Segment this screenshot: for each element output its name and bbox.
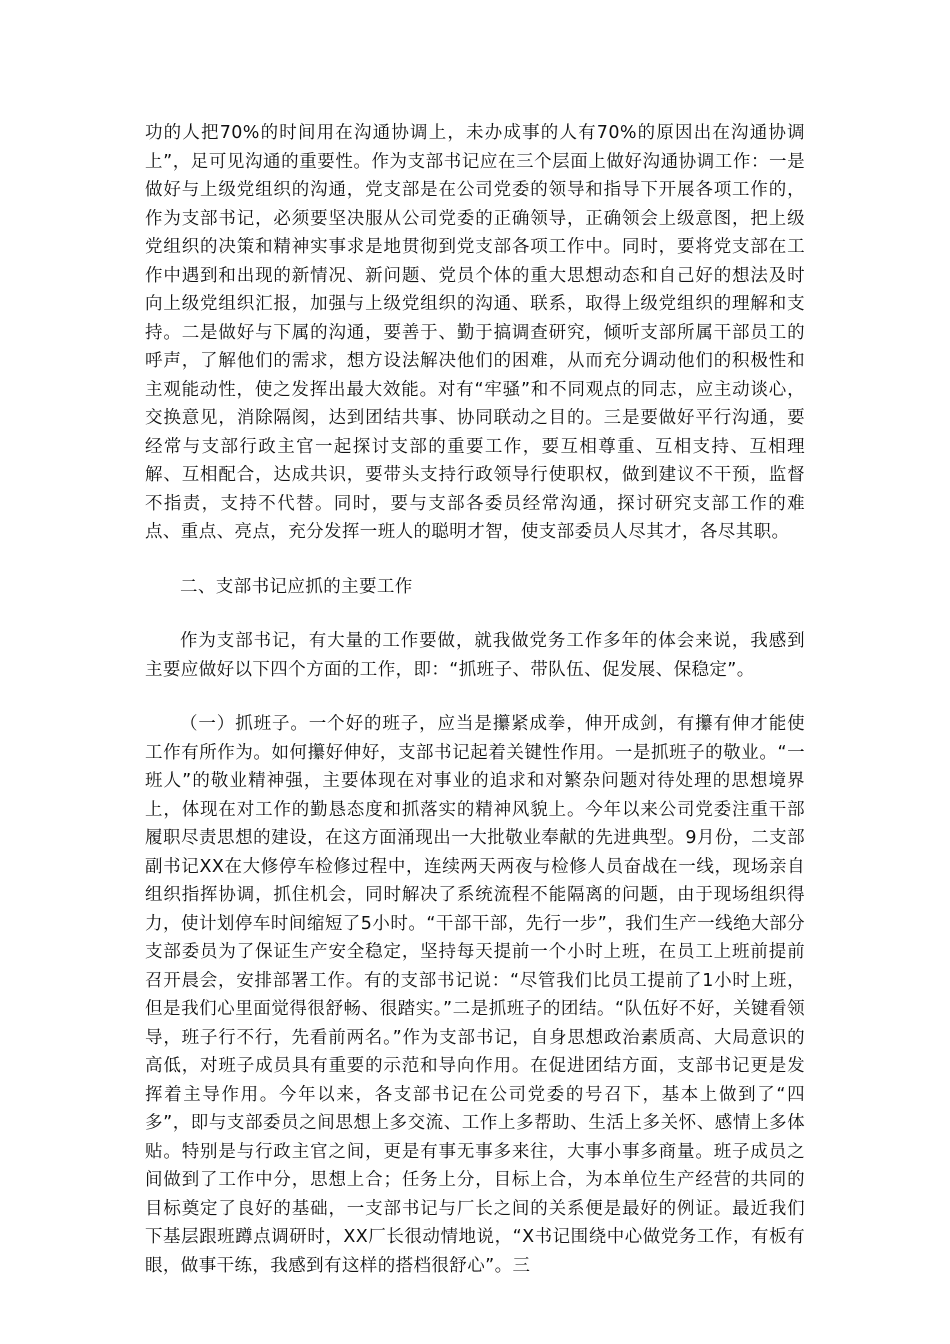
paragraph-communication: 功的人把70%的时间用在沟通协调上，未办成事的人有70%的原因出在沟通协调上”，足可见沟通的重要性。作为支部书记应在三个层面上做好沟通协调工作：一是做好与上级党组织的沟通，党支部是在公司党委的领导和指导下开展各项工作的，作为支部书记，必须要坚决服从公司党委的正确领导，正确领会上级意图，把上级党组织的决策和精神实事求是地贯彻到党支部各项工作中。同时，要将党支部在工作中遇到和出现的新情况、新问题、党员个体的重大思想动态和自己好的想法及时向上级党组织汇报，加强与上级党组织的沟通、联系，取得上级党组织的理解和支持。二是做好与下属的沟通，要善于、勤于搞调查研究，倾听支部所属干部员工的呼声，了解他们的需求，想方设法解决他们的困难，从而充分调动他们的积极性和主观能动性，使之发挥出最大效能。对有“牢骚”和不同观点的同志，应主动谈心，交换意见，消除隔阂，达到团结共事、协同联动之目的。三是要做好平行沟通，要经常与支部行政主官一起探讨支部的重要工作，要互相尊重、互相支持、互相理解、互相配合，达成共识，要带头支持行政领导行使职权，做到建议不干预，监督不指责，支持不代替。同时，要与支部各委员经常沟通，探讨研究支部工作的难点、重点、亮点，充分发挥一班人的聪明才智，使支部委员人尽其才，各尽其职。 [145, 123, 805, 542]
paragraph-intro: 作为支部书记，有大量的工作要做，就我做党务工作多年的体会来说，我感到主要应做好以下四个方面的工作，即：“抓班子、带队伍、促发展、保稳定”。 [145, 631, 805, 680]
section-heading: 二、支部书记应抓的主要工作 [180, 576, 413, 597]
document-body [145, 119, 805, 1280]
paragraph-team: （一）抓班子。一个好的班子，应当是攥紧成拳，伸开成剑，有攥有伸才能使工作有所作为。如何攥好伸好，支部书记起着关键性作用。一是抓班子的敬业。“一班人”的敬业精神强，主要体现在对事业的追求和对繁杂问题对待处理的思想境界上，体现在对工作的勤恳态度和抓落实的精神风貌上。今年以来公司党委注重干部履职尽责思想的建设，在这方面涌现出一大批敬业奉献的先进典型。9月份，二支部副书记XX在大修停车检修过程中，连续两天两夜与检修人员奋战在一线，现场亲自组织指挥协调，抓住机会，同时解决了系统流程不能隔离的问题，由于现场组织得力，使计划停车时间缩短了5小时。“干部干部，先行一步”，我们生产一线绝大部分支部委员为了保证生产安全稳定，坚持每天提前一个小时上班，在员工上班前提前召开晨会，安排部署工作。有的支部书记说：“尽管我们比员工提前了1小时上班，但是我们心里面觉得很舒畅、很踏实。”二是抓班子的团结。“队伍好不好，关键看领导，班子行不行，先看前两名。”作为支部书记，自身思想政治素质高、大局意识的高低，对班子成员具有重要的示范和导向作用。在促进团结方面，支部书记更是发挥着主导作用。今年以来，各支部书记在公司党委的号召下，基本上做到了“四多”，即与支部委员之间思想上多交流、工作上多帮助、生活上多关怀、感情上多体贴。特别是与行政主官之间，更是有事无事多来往，大事小事多商量。班子成员之间做到了工作中分，思想上合；任务上分，目标上合，为本单位生产经营的共同的目标奠定了良好的基础，一支部书记与厂长之间的关系便是最好的例证。最近我们下基层跟班蹲点调研时，XX厂长很动情地说，“X书记围绕中心做党务工作，有板有眼，做事干练，我感到有这样的搭档很舒心”。三 [145, 714, 805, 1276]
